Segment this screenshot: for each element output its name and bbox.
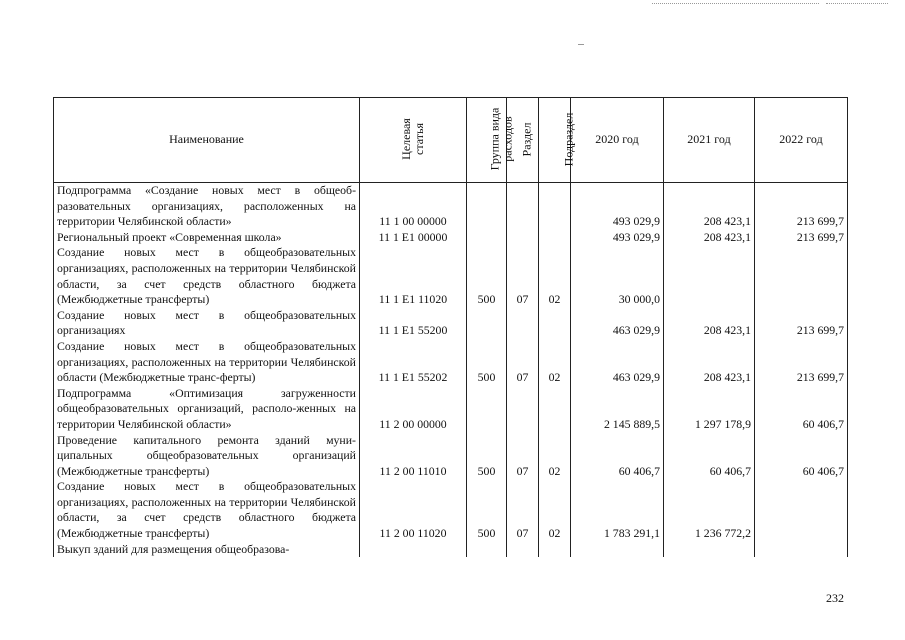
row-subsection (539, 308, 571, 339)
header-2022: 2022 год (755, 98, 848, 183)
row-subsection: 02 (539, 245, 571, 307)
row-name: Создание новых мест в общеобразовательных организациях, расположенных на территории Челябинской области, за счет средств областного бюджета (Межбюджетные трансферты) (54, 245, 360, 307)
row-target-article: 11 2 00 11020 (360, 479, 467, 541)
row-expense-group (467, 183, 507, 230)
row-target-article (360, 542, 467, 558)
row-section: 07 (507, 339, 539, 386)
row-amount-2020 (571, 542, 664, 558)
row-amount-2020: 30 000,0 (571, 245, 664, 307)
row-amount-2022 (755, 542, 848, 558)
row-amount-2021: 208 423,1 (664, 308, 755, 339)
header-target-l1: Целевая (398, 118, 413, 161)
row-expense-group (467, 386, 507, 433)
row-amount-2020: 463 029,9 (571, 339, 664, 386)
header-section-label: Раздел (519, 122, 534, 157)
row-subsection: 02 (539, 479, 571, 541)
row-section: 07 (507, 479, 539, 541)
table-body (54, 183, 848, 558)
row-target-article: 11 1 E1 11020 (360, 245, 467, 307)
row-amount-2020: 463 029,9 (571, 308, 664, 339)
table-row (54, 542, 848, 558)
row-subsection: 02 (539, 433, 571, 480)
row-target-article: 11 2 00 11010 (360, 433, 467, 480)
table-row (54, 245, 848, 307)
header-name: Наименование (54, 98, 360, 183)
table-header-row (54, 98, 848, 183)
row-section (507, 308, 539, 339)
row-amount-2022: 60 406,7 (755, 433, 848, 480)
row-section: 07 (507, 245, 539, 307)
row-target-article: 11 1 00 00000 (360, 183, 467, 230)
row-name: Подпрограмма «Создание новых мест в общеоб-разовательных организациях, расположенных на территории Челябинской области» (54, 183, 360, 230)
row-section (507, 230, 539, 246)
row-expense-group (467, 230, 507, 246)
row-amount-2022 (755, 479, 848, 541)
row-target-article: 11 1 E1 55202 (360, 339, 467, 386)
row-target-article: 11 1 E1 55200 (360, 308, 467, 339)
row-section (507, 386, 539, 433)
page-number: 232 (826, 591, 844, 605)
row-amount-2022: 213 699,7 (755, 230, 848, 246)
table-row (54, 339, 848, 386)
scan-mark (578, 44, 584, 45)
row-amount-2020: 493 029,9 (571, 230, 664, 246)
row-subsection (539, 183, 571, 230)
header-group-l2: расходов (500, 116, 515, 162)
row-subsection (539, 386, 571, 433)
row-target-article: 11 2 00 00000 (360, 386, 467, 433)
row-name: Подпрограмма «Оптимизация загруженности общеобразовательных организаций, располо-женных на территории Челябинской области» (54, 386, 360, 433)
row-amount-2020: 60 406,7 (571, 433, 664, 480)
row-expense-group: 500 (467, 245, 507, 307)
table-row (54, 433, 848, 480)
header-group-l1: Группа вида (487, 107, 502, 171)
top-dotted-line-right (826, 3, 888, 4)
row-name: Выкуп зданий для размещения общеобразова- (54, 542, 360, 558)
row-name: Создание новых мест в общеобразовательных организациях, расположенных на территории Челябинской области, за счет средств областного бюджета (Межбюджетные трансферты) (54, 479, 360, 541)
table-row (54, 308, 848, 339)
row-subsection (539, 542, 571, 558)
table-row (54, 183, 848, 230)
row-section (507, 542, 539, 558)
row-subsection (539, 230, 571, 246)
top-dotted-line (652, 3, 819, 4)
row-expense-group: 500 (467, 479, 507, 541)
row-amount-2021: 208 423,1 (664, 339, 755, 386)
header-target-l2: статья (411, 123, 426, 156)
budget-table (53, 97, 848, 557)
row-name: Региональный проект «Современная школа» (54, 230, 360, 246)
row-section: 07 (507, 433, 539, 480)
row-amount-2022 (755, 245, 848, 307)
row-expense-group: 500 (467, 433, 507, 480)
row-amount-2020: 493 029,9 (571, 183, 664, 230)
row-amount-2021: 208 423,1 (664, 230, 755, 246)
row-target-article: 11 1 E1 00000 (360, 230, 467, 246)
header-subsection-label: Подраздел (561, 112, 576, 167)
row-amount-2021: 1 236 772,2 (664, 479, 755, 541)
row-expense-group: 500 (467, 339, 507, 386)
row-amount-2022: 60 406,7 (755, 386, 848, 433)
header-2021: 2021 год (664, 98, 755, 183)
row-name: Создание новых мест в общеобразовательных организациях, расположенных на территории Челябинской области (Межбюджетные транс-ферты) (54, 339, 360, 386)
header-2020: 2020 год (571, 98, 664, 183)
row-amount-2021: 1 297 178,9 (664, 386, 755, 433)
table-row (54, 230, 848, 246)
row-expense-group (467, 308, 507, 339)
row-subsection: 02 (539, 339, 571, 386)
table-row (54, 479, 848, 541)
row-section (507, 183, 539, 230)
header-subsection (539, 98, 576, 183)
table-row (54, 386, 848, 433)
row-name: Создание новых мест в общеобразовательных организациях (54, 308, 360, 339)
row-amount-2020: 2 145 889,5 (571, 386, 664, 433)
row-amount-2021: 208 423,1 (664, 183, 755, 230)
row-amount-2022: 213 699,7 (755, 308, 848, 339)
row-amount-2020: 1 783 291,1 (571, 479, 664, 541)
row-amount-2022: 213 699,7 (755, 183, 848, 230)
row-name: Проведение капитального ремонта зданий муни-ципальных общеобразовательных организаций (Межбюджетные трансферты) (54, 433, 360, 480)
row-amount-2022: 213 699,7 (755, 339, 848, 386)
row-amount-2021 (664, 542, 755, 558)
header-target-article (360, 98, 467, 183)
header-expense-group (467, 98, 515, 183)
row-amount-2021: 60 406,7 (664, 433, 755, 480)
row-expense-group (467, 542, 507, 558)
row-amount-2021 (664, 245, 755, 307)
